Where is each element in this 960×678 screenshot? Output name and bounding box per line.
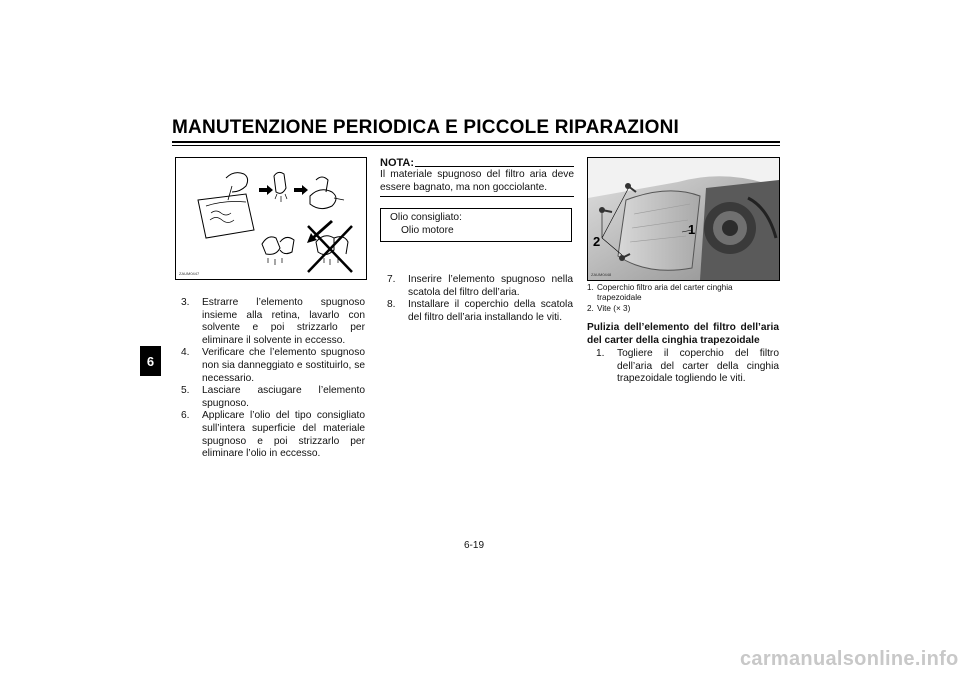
callout-2: 2 bbox=[593, 234, 601, 249]
list-item: 8. Installare il coperchio della scatola del filtro dell’aria installando le viti. bbox=[387, 299, 573, 323]
figure-code: ZAUM0447 bbox=[179, 271, 200, 276]
header-rule bbox=[172, 141, 780, 143]
note-rule-bottom bbox=[380, 196, 574, 197]
sponge-cleaning-illustration bbox=[175, 157, 367, 280]
air-filter-cover-photo bbox=[587, 157, 780, 281]
note-rule-top bbox=[415, 166, 574, 167]
chapter-tab: 6 bbox=[140, 346, 161, 376]
section-heading: Pulizia dell’elemento del filtro dell’aria del carter della cinghia trapezoidale bbox=[587, 322, 779, 346]
callout-1: 1 bbox=[688, 222, 696, 237]
oil-label: Olio consigliato: bbox=[390, 212, 462, 223]
header-rule-thin bbox=[172, 145, 780, 146]
page-title: MANUTENZIONE PERIODICA E PICCOLE RIPARAZIONI bbox=[172, 117, 680, 138]
list-item: 5. Lasciare asciugare l’elemento spugnoso. bbox=[181, 385, 365, 409]
list-item: 4. Verificare che l’elemento spugnoso non sia danneggiato e sostituirlo, se necessario. bbox=[181, 347, 365, 384]
figure-caption bbox=[587, 283, 779, 314]
cleaning-steps-right bbox=[596, 348, 779, 386]
list-item: 1. Togliere il coperchio del filtro dell’aria del carter della cinghia trapezoidale togliendo le viti. bbox=[596, 348, 779, 385]
list-item: 6. Applicare l’olio del tipo consigliato sull’intera superficie del materiale spugnoso e poi strizzarlo per eliminare l’olio in eccesso. bbox=[181, 410, 365, 460]
caption-item: 1. Coperchio filtro aria del carter cinghia trapezoidale bbox=[587, 283, 733, 303]
page-number: 6-19 bbox=[464, 540, 485, 551]
figure-code: ZAUM0448 bbox=[591, 272, 612, 277]
sponge-cleaning-drawing bbox=[176, 158, 366, 279]
list-item: 3. Estrarre l’elemento spugnoso insieme alla retina, lavarlo con solvente e poi strizzarlo per eliminare il solvente in eccesso. bbox=[181, 297, 365, 346]
watermark: carmanualsonline.info bbox=[740, 648, 959, 670]
cleaning-steps-left bbox=[181, 297, 365, 461]
oil-value: Olio motore bbox=[401, 224, 454, 236]
recommended-oil-box bbox=[380, 208, 572, 242]
caption-item: 2. Vite (× 3) bbox=[587, 303, 631, 313]
note-heading: NOTA: bbox=[380, 157, 415, 169]
filter-cover-drawing bbox=[588, 158, 779, 280]
list-item: 7. Inserire l’elemento spugnoso nella scatola del filtro dell’aria. bbox=[387, 274, 573, 298]
note-text: Il materiale spugnoso del filtro aria deve essere bagnato, ma non gocciolante. bbox=[380, 169, 574, 193]
cleaning-steps-middle bbox=[387, 274, 573, 324]
